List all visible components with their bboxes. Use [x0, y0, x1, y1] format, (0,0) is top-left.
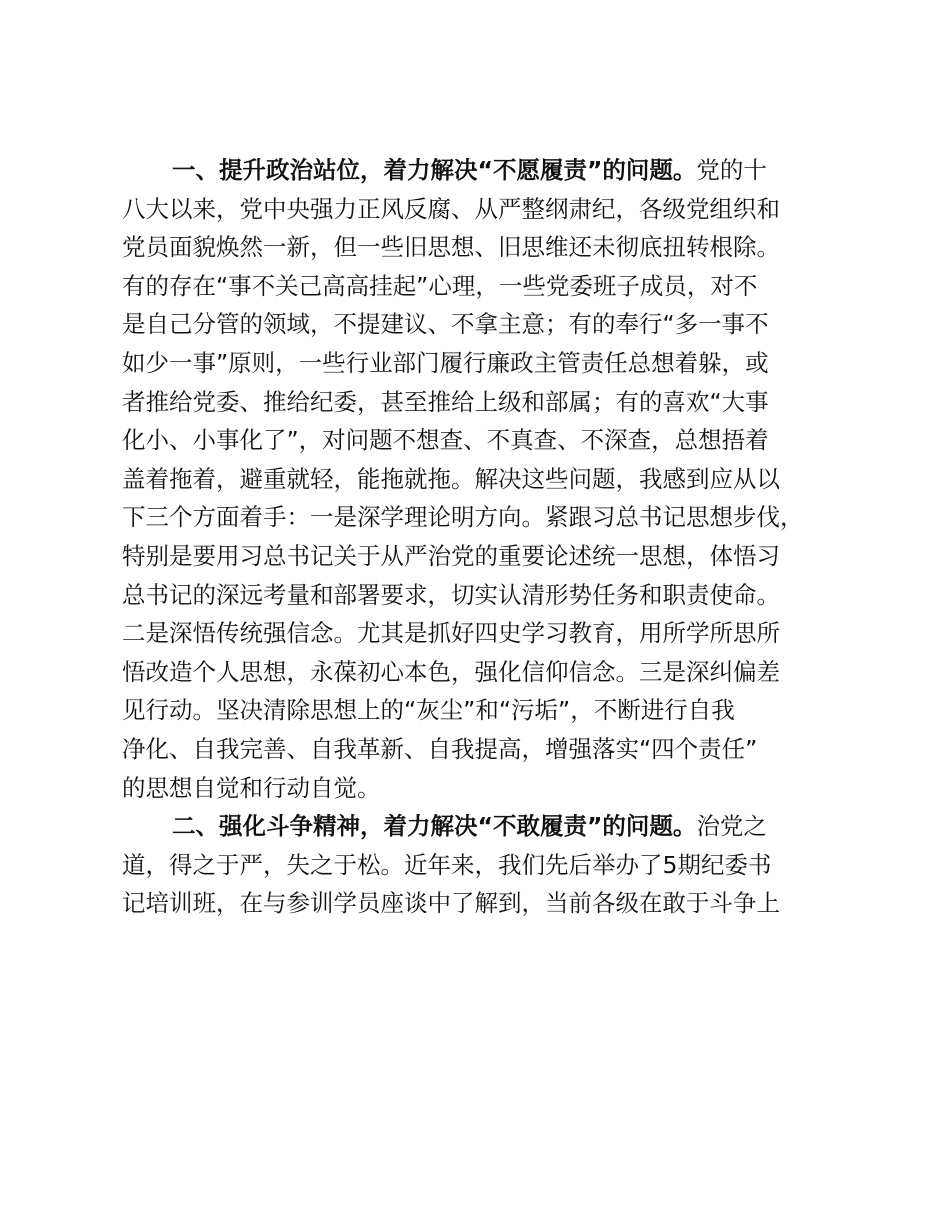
paragraph-2-heading: 二、强化斗争精神，着力解决“不敢履责”的问题。	[172, 812, 697, 841]
paragraph-2-first-line	[122, 807, 842, 846]
paragraph-1-line-5: 如少一事”原则，一些行业部门履行廉政主管责任总想着躲，或	[122, 348, 769, 377]
paragraph-1-line-6: 者推给党委、推给纪委，甚至推给上级和部属；有的喜欢“大事	[122, 387, 769, 416]
paragraph-1-line-10: 特别是要用习总书记关于从严治党的重要论述统一思想，体悟习	[122, 541, 780, 570]
paragraph-1-line-13: 悟改造个人思想，永葆初心本色，强化信仰信念。三是深纠偏差	[122, 657, 780, 686]
paragraph-1-first-line	[122, 151, 842, 190]
paragraph-1-line-14: 见行动。坚决清除思想上的“灰尘”和“污垢”，不断进行自我	[122, 696, 735, 725]
document-body	[122, 151, 842, 923]
paragraph-1-line-8: 盖着拖着，避重就轻，能拖就拖。解决这些问题，我感到应从以	[122, 464, 780, 493]
paragraph-1-line-12: 二是深悟传统强信念。尤其是抓好四史学习教育，用所学所思所	[122, 619, 780, 648]
paragraph-1-line-0: 党的十	[696, 156, 767, 184]
paragraph-1-line-7: 化小、小事化了”，对问题不想查、不真查、不深查，总想捂着	[122, 426, 769, 455]
paragraph-1-line-3: 有的存在“事不关己高高挂起”心理，一些党委班子成员，对不	[122, 271, 758, 300]
paragraph-1-line-1: 八大以来，党中央强力正风反腐、从严整纲肃纪，各级党组织和	[122, 194, 780, 223]
paragraph-2-line-0: 治党之	[696, 812, 767, 841]
paragraph-1-line-4: 是自己分管的领域，不提建议、不拿主意；有的奉行“多一事不	[122, 310, 769, 339]
paragraph-1-line-15: 净化、自我完善、自我革新、自我提高，增强落实“四个责任”	[122, 734, 758, 763]
paragraph-1-line-2: 党员面貌焕然一新，但一些旧思想、旧思维还未彻底扭转根除。	[122, 233, 780, 262]
paragraph-1-line-16: 的思想自觉和行动自觉。	[122, 773, 381, 802]
paragraph-1-line-9: 下三个方面着手：一是深学理论明方向。紧跟习总书记思想步伐，	[122, 503, 804, 532]
paragraph-1-line-11: 总书记的深远考量和部署要求，切实认清形势任务和职责使命。	[122, 580, 780, 609]
paragraph-2-line-1: 道，得之于严，失之于松。近年来，我们先后举办了5期纪委书	[122, 850, 772, 879]
paragraph-2-line-2: 记培训班，在与参训学员座谈中了解到，当前各级在敢于斗争上	[122, 889, 780, 918]
paragraph-1-heading: 一、提升政治站位，着力解决“不愿履责”的问题。	[172, 156, 697, 184]
